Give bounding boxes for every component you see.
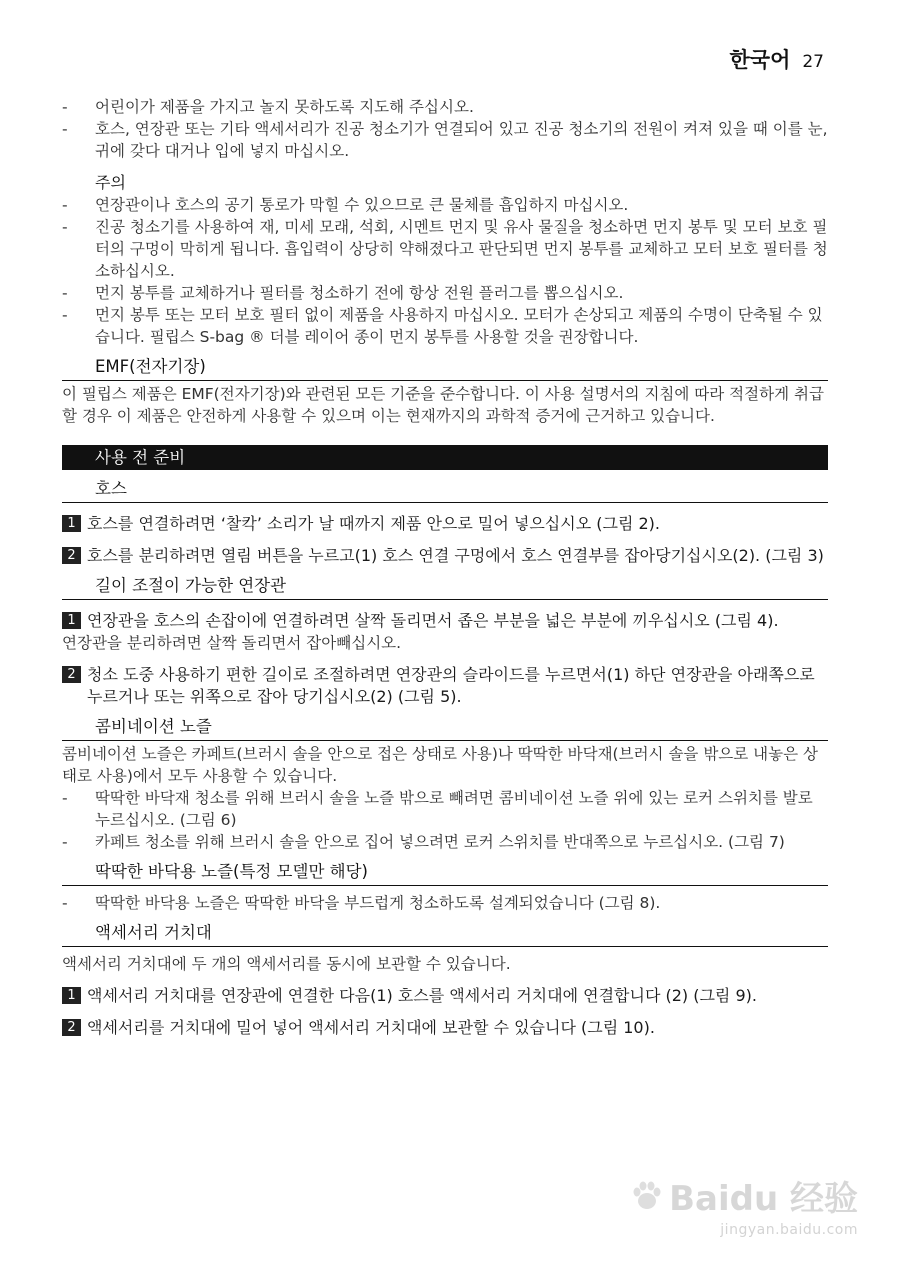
step-text: 청소 도중 사용하기 편한 길이로 조절하려면 연장관의 슬라이드를 누르면서(1) 하단 연장관을 아래쪽으로 누르거나 또는 위쪽으로 잡아 당기십시오(2) (그림 5). — [87, 665, 815, 706]
list-item: - 딱딱한 바닥용 노즐은 딱딱한 바닥을 부드럽게 청소하도록 설계되었습니다 (그림 8). — [62, 894, 661, 912]
combi-intro: 콤비네이션 노즐은 카페트(브러시 솔을 안으로 접은 상태로 사용)나 딱딱한 바닥재(브러시 솔을 밖으로 내놓은 상태로 사용)에서 모두 사용할 수 있습니다. — [62, 745, 818, 785]
bullet-dash: - — [62, 120, 68, 138]
bullet-dash: - — [62, 196, 68, 214]
list-item: - 카페트 청소를 위해 브러시 솔을 안으로 집어 넣으려면 로커 스위치를 반대쪽으로 누르십시오. (그림 7) — [62, 833, 785, 851]
step-item — [62, 545, 828, 567]
step-text: 액세서리 거치대를 연장관에 연결한 다음(1) 호스를 액세서리 거치대에 연결합니다 (2) (그림 9). — [87, 986, 757, 1005]
bullet-dash: - — [62, 306, 68, 324]
watermark-logo — [629, 1171, 858, 1220]
accessory-heading: 액세서리 거치대 — [62, 922, 828, 947]
step-item — [62, 1017, 828, 1039]
list-item: - 호스, 연장관 또는 기타 액세서리가 진공 청소기가 연결되어 있고 진공 청소기의 전원이 켜져 있을 때 이를 눈, 귀에 갖다 대거나 입에 넣지 마십시오. — [62, 120, 828, 160]
step-number: 1 — [62, 612, 81, 629]
list-item: - 어린이가 제품을 가지고 놀지 못하도록 지도해 주십시오. — [62, 98, 474, 116]
bullet-dash: - — [62, 833, 68, 851]
list-item: - 진공 청소기를 사용하여 재, 미세 모래, 석회, 시멘트 먼지 및 유사 물질을 청소하면 먼지 봉투 및 모터 보호 필터의 구멍이 막히게 됩니다. 흡입력이 상당히 약해졌다고 판단되면 먼지 봉투를 교체하고 모터 보호 필터를 청소하십시오. — [62, 218, 828, 280]
watermark-url: jingyan.baidu.com — [720, 1222, 858, 1238]
bullet-dash: - — [62, 218, 68, 236]
list-item: - 먼지 봉투 또는 모터 보호 필터 없이 제품을 사용하지 마십시오. 모터가 손상되고 제품의 수명이 단축될 수 있습니다. 필립스 S-bag ® 더블 레이어 종이 먼지 봉투를 사용할 것을 권장합니다. — [62, 306, 823, 346]
step-text: 연장관을 호스의 손잡이에 연결하려면 살짝 돌리면서 좁은 부분을 넓은 부분에 끼우십시오 (그림 4). — [87, 611, 779, 630]
step-item — [62, 664, 828, 708]
combi-heading: 콤비네이션 노즐 — [62, 716, 828, 741]
step-number: 1 — [62, 515, 81, 532]
step-text: 호스를 연결하려면 ‘찰칵’ 소리가 날 때까지 제품 안으로 밀어 넣으십시오 (그림 2). — [87, 514, 661, 533]
step-text: 호스를 분리하려면 열림 버튼을 누르고(1) 호스 연결 구멍에서 호스 연결부를 잡아당기십시오(2). (그림 3) — [87, 546, 824, 565]
step-item — [62, 985, 828, 1007]
step-number: 2 — [62, 1019, 81, 1036]
notice-title: 주의 — [95, 173, 126, 192]
accessory-intro: 액세서리 거치대에 두 개의 액세서리를 동시에 보관할 수 있습니다. — [62, 955, 511, 973]
step-item — [62, 610, 828, 632]
section-bar: 사용 전 준비 — [62, 445, 828, 470]
watermark-logo-text: Baidu 经验 — [669, 1179, 858, 1219]
hardfloor-heading: 딱딱한 바닥용 노즐(특정 모델만 해당) — [62, 861, 828, 886]
tube-heading: 길이 조절이 가능한 연장관 — [62, 575, 828, 600]
bullet-dash: - — [62, 894, 68, 912]
bullet-dash: - — [62, 284, 68, 302]
bullet-dash: - — [62, 98, 68, 116]
list-item: - 먼지 봉투를 교체하거나 필터를 청소하기 전에 항상 전원 플러그를 뽑으십시오. — [62, 284, 624, 302]
baidu-watermark — [629, 1171, 858, 1238]
step-item — [62, 513, 828, 535]
step-number: 1 — [62, 987, 81, 1004]
header-language: 한국어 — [729, 48, 791, 72]
page-header — [730, 44, 825, 74]
page-number: 27 — [802, 52, 824, 72]
hose-heading: 호스 — [62, 478, 828, 503]
page-content — [62, 96, 828, 1039]
list-item: - 딱딱한 바닥재 청소를 위해 브러시 솔을 노즐 밖으로 빼려면 콤비네이션 노즐 위에 있는 로커 스위치를 발로 누르십시오. (그림 6) — [62, 789, 813, 829]
paw-icon — [629, 1178, 665, 1214]
tube-note: 연장관을 분리하려면 살짝 돌리면서 잡아빼십시오. — [62, 634, 402, 652]
emf-paragraph: 이 필립스 제품은 EMF(전자기장)와 관련된 모든 기준을 준수합니다. 이 사용 설명서의 지침에 따라 적절하게 취급할 경우 이 제품은 안전하게 사용할 수 있으며 이는 현재까지의 과학적 증거에 근거하고 있습니다. — [62, 385, 824, 425]
emf-heading: EMF(전자기장) — [62, 356, 828, 381]
step-number: 2 — [62, 547, 81, 564]
step-number: 2 — [62, 666, 81, 683]
step-text: 액세서리를 거치대에 밀어 넣어 액세서리 거치대에 보관할 수 있습니다 (그림 10). — [87, 1018, 655, 1037]
list-item: - 연장관이나 호스의 공기 통로가 막힐 수 있으므로 큰 물체를 흡입하지 마십시오. — [62, 196, 629, 214]
bullet-dash: - — [62, 789, 68, 807]
